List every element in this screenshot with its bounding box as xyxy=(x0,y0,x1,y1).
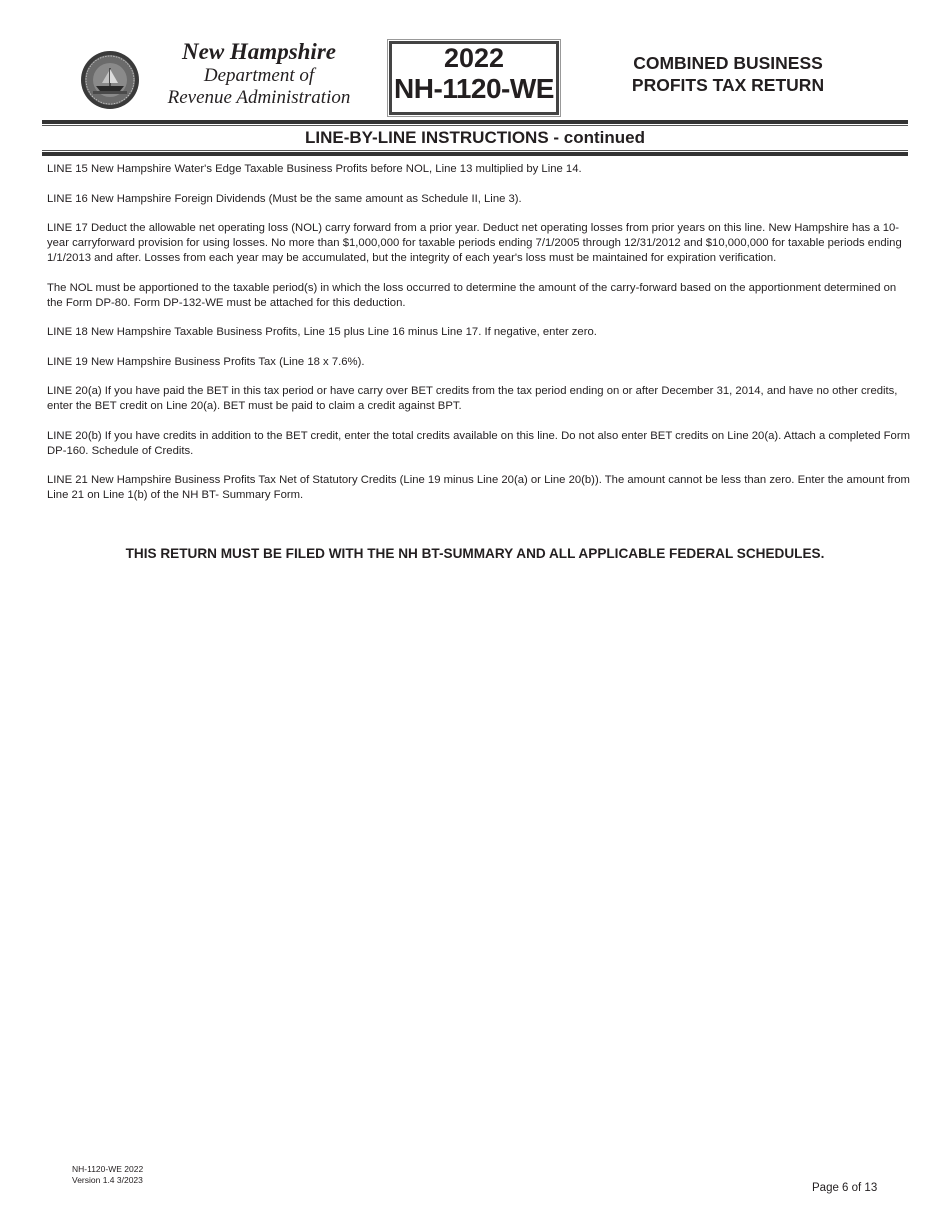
filing-notice: THIS RETURN MUST BE FILED WITH THE NH BT-SUMMARY AND ALL APPLICABLE FEDERAL SCHEDULES. xyxy=(125,546,825,561)
form-id-box xyxy=(389,41,559,115)
instruction-line-21: LINE 21 New Hampshire Business Profits Tax Net of Statutory Credits (Line 19 minus Line 20(a) or Line 20(b)). The amount cannot be less than zero. Enter the amount from Line 21 on Line 1(b) of the NH BT- Summary Form. xyxy=(47,474,910,501)
instruction-line-16: LINE 16 New Hampshire Foreign Dividends (Must be the same amount as Schedule II, Line 3). xyxy=(47,192,522,205)
form-year: 2022 xyxy=(443,43,505,73)
instruction-line-19: LINE 19 New Hampshire Business Profits Tax (Line 18 x 7.6%). xyxy=(47,355,365,368)
header-rule-top-thin xyxy=(42,125,908,126)
instruction-line-18: LINE 18 New Hampshire Taxable Business Profits, Line 15 plus Line 16 minus Line 17. If negative, enter zero. xyxy=(47,326,597,338)
agency-block xyxy=(150,38,368,109)
instruction-line-20a: LINE 20(a) If you have paid the BET in this tax period or have carry over BET credits from the tax period ending on or after December 31, 2014, and have no other credits, enter the BET credit on Line 20(a). BET must be paid to claim a credit against BPT. xyxy=(47,385,898,412)
agency-division: Revenue Administration xyxy=(167,87,351,108)
instruction-nol-note: The NOL must be apportioned to the taxable period(s) in which the loss occurred to determine the amount of the carry-forward based on the apportionment determined on the Form DP-80. Form DP-132-WE must be attached for this deduction. xyxy=(47,281,897,309)
header-rule-bottom xyxy=(42,152,908,156)
return-title-line2: PROFITS TAX RETURN xyxy=(631,75,825,95)
form-number: NH-1120-WE xyxy=(394,73,554,104)
instruction-line-17: LINE 17 Deduct the allowable net operating loss (NOL) carry forward from a prior year. Deduct net operating losses from prior years on this line. New Hampshire has a 10-year carryforward provision for using losses. No more than $1,000,000 for taxable periods ending 7/1/2005 through 12/31/2012 and $10,000,000 for taxable periods ending 1/1/2013 and after. Losses from each year may be accumulated, but the integrity of each year's loss must be maintained for expiration verification. xyxy=(47,222,902,264)
instruction-line-15: LINE 15 New Hampshire Water's Edge Taxable Business Profits before NOL, Line 13 multiplied by Line 14. xyxy=(47,163,582,175)
page-number: Page 6 of 13 xyxy=(812,1182,878,1194)
instruction-line-20b: LINE 20(b) If you have credits in addition to the BET credit, enter the total credits available on this line. Do not also enter BET credits on Line 20(a). Attach a completed Form DP-160. Schedule of Credits. xyxy=(47,429,910,457)
return-title xyxy=(610,52,846,96)
footer-form-info xyxy=(72,1164,143,1186)
state-seal-icon xyxy=(80,50,140,110)
footer-form-id: NH-1120-WE 2022 xyxy=(72,1164,144,1174)
return-title-line1: COMBINED BUSINESS xyxy=(633,53,823,73)
agency-name: New Hampshire xyxy=(182,39,336,64)
header-rule-top xyxy=(42,120,908,124)
agency-department: Department of xyxy=(203,65,315,86)
footer-version: Version 1.4 3/2023 xyxy=(72,1175,143,1185)
section-heading: LINE-BY-LINE INSTRUCTIONS - continued xyxy=(305,128,645,147)
instructions-body xyxy=(47,162,913,518)
header-rule-bottom-thin xyxy=(42,150,908,151)
